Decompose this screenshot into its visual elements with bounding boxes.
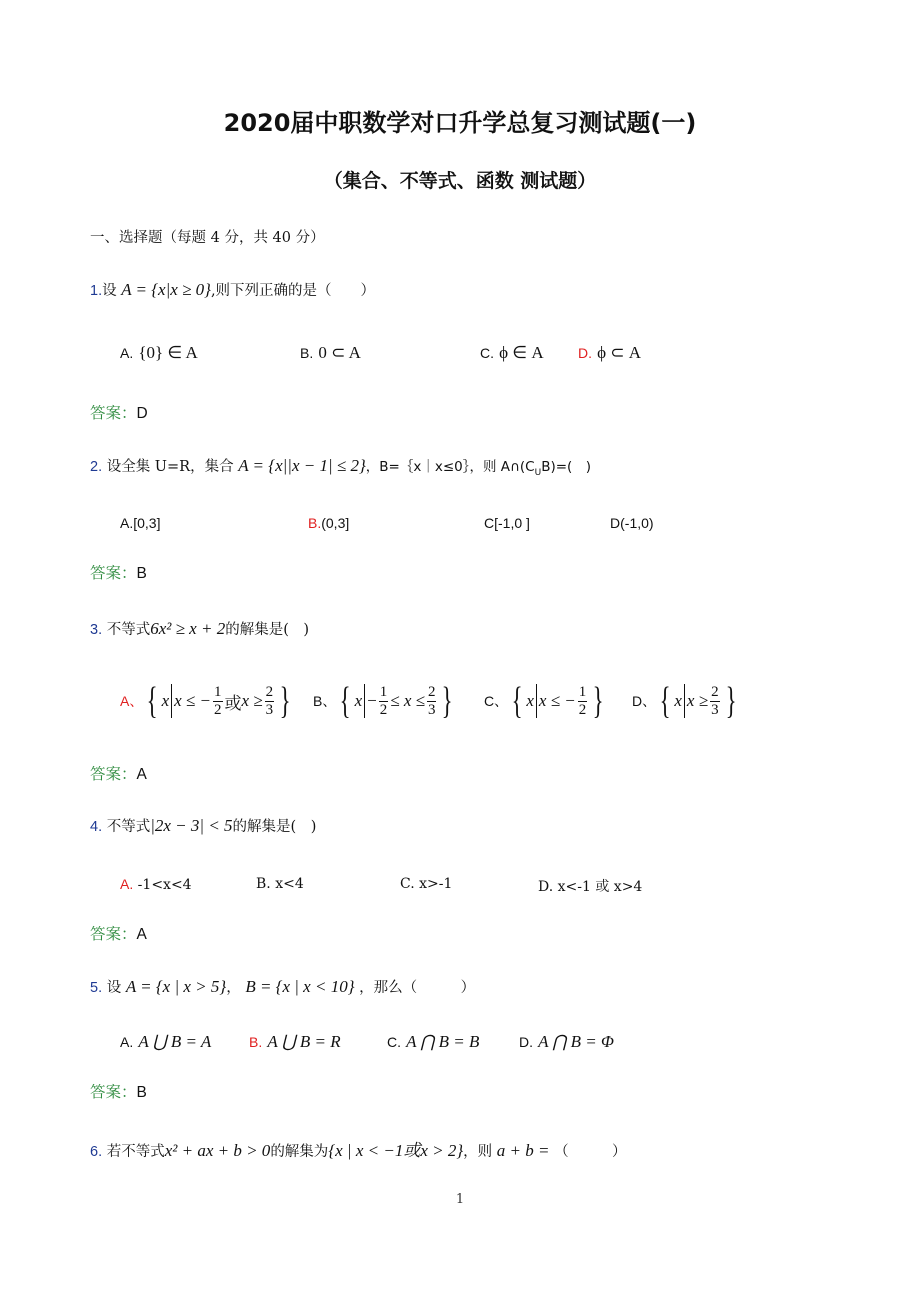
question-stem: 的解集为 [270,1144,329,1160]
question-stem: 设 [102,283,117,299]
set-expression: B = {x | x < 10} [245,977,355,996]
option-d[interactable]: D. ϕ ⊂ A [578,343,642,362]
question-stem: 设全集 U=R，集合 [106,459,234,475]
option-c[interactable]: C、 { x x ≤ − $\frac{1}{2}$ } [484,680,604,722]
question-stem: （ ） [554,1144,627,1160]
set-expression: {x | x < −1或x > 2} [328,1141,464,1160]
option-c[interactable]: C. x>-1 [400,876,453,892]
question-stem: 不等式 [106,819,151,835]
page-number: 1 [455,1192,465,1207]
question-number: 6. [90,1144,103,1160]
set-expression: A = {x|x ≥ 0} [121,280,211,299]
question-stem: 若不等式 [106,1144,165,1160]
question-stem: ，B=｛x｜x≤0｝，则 A∩(C [365,459,535,475]
question-5: 5. 设 A = {x | x > 5}， B = {x | x < 10} ，那么（ ） [90,977,476,996]
answer-1: 答案：D [90,404,148,422]
fraction: $\frac{2}{3}$ [265,683,274,718]
page-title: 2020届中职数学对口升学总复习测试题(一) [223,109,697,137]
section-heading: 一、选择题（每题 4 分，共 40 分） [90,230,325,246]
question-number: 5. [90,980,103,996]
answer-5: 答案：B [90,1083,147,1101]
option-b[interactable]: B. A ⋃ B = R [249,1032,341,1051]
expression: a + b = [496,1141,550,1160]
option-c[interactable]: C. A ⋂ B = B [387,1032,480,1051]
option-a[interactable]: A. {0} ∈ A [120,343,198,362]
question-number: 1. [90,283,103,299]
page-subtitle: （集合、不等式、函数 测试题） [323,170,597,192]
question-2 [90,455,591,478]
inequality: x² + ax + b > 0 [164,1141,271,1160]
question-stem: 设 [106,980,122,996]
option-a[interactable]: A. A ⋃ B = A [120,1032,212,1051]
answer-3: 答案：A [90,765,147,783]
option-a[interactable]: A、 { x x ≤ − $\frac{1}{2}$ 或 x ≥ $\frac{2}{3}$ } [120,680,291,722]
question-stem: ，那么（ ） [359,980,476,996]
answer-2: 答案：B [90,564,147,582]
question-number: 2. [90,459,103,475]
fraction: $\frac{1}{2}$ [379,683,388,718]
option-d[interactable]: D. x<-1 或 x>4 [538,879,643,895]
question-number: 3. [90,622,103,638]
fraction: $\frac{2}{3}$ [711,683,719,718]
question-stem: ,则下列正确的是（ ） [210,283,376,299]
option-d[interactable]: D(-1,0) [610,515,654,531]
answer-4: 答案：A [90,925,147,943]
option-a[interactable]: A. -1<x<4 [120,876,192,893]
set-expression: A = {x||x − 1| ≤ 2} [238,456,366,475]
inequality: 6x² ≥ x + 2 [150,619,226,638]
question-stem: 不等式 [106,622,151,638]
option-b[interactable]: B. x<4 [256,876,304,892]
question-4 [90,815,316,836]
question-3 [90,618,309,639]
fraction: $\frac{1}{2}$ [214,683,222,718]
question-1 [90,279,375,300]
option-b[interactable]: B. 0 ⊂ A [300,343,361,362]
subscript: U [534,467,542,478]
question-6 [90,1136,627,1161]
question-stem: ，则 [463,1144,493,1160]
option-b[interactable]: B、 { x − $\frac{1}{2}$ ≤ x ≤ $\frac{2}{3}$ } [313,680,454,722]
question-stem: 的解集是( ) [232,819,317,835]
question-number: 4. [90,819,103,835]
fraction: $\frac{2}{3}$ [427,683,436,718]
question-stem: B)=( ) [541,459,592,475]
option-d[interactable]: D. A ⋂ B = Φ [519,1032,614,1051]
option-a[interactable]: A.[0,3] [120,515,161,531]
option-b[interactable]: B.(0,3] [308,515,350,531]
fraction: $\frac{1}{2}$ [578,683,587,718]
inequality: |2x − 3| < 5 [150,816,233,835]
question-stem: 的解集是( ) [225,622,310,638]
option-d[interactable]: D、 { x x ≥ $\frac{2}{3}$ } [632,680,737,722]
option-c[interactable]: C[-1,0 ] [484,515,530,531]
set-expression: A = {x | x > 5} [125,977,227,996]
option-c[interactable]: C. ϕ ∈ A [480,343,544,362]
